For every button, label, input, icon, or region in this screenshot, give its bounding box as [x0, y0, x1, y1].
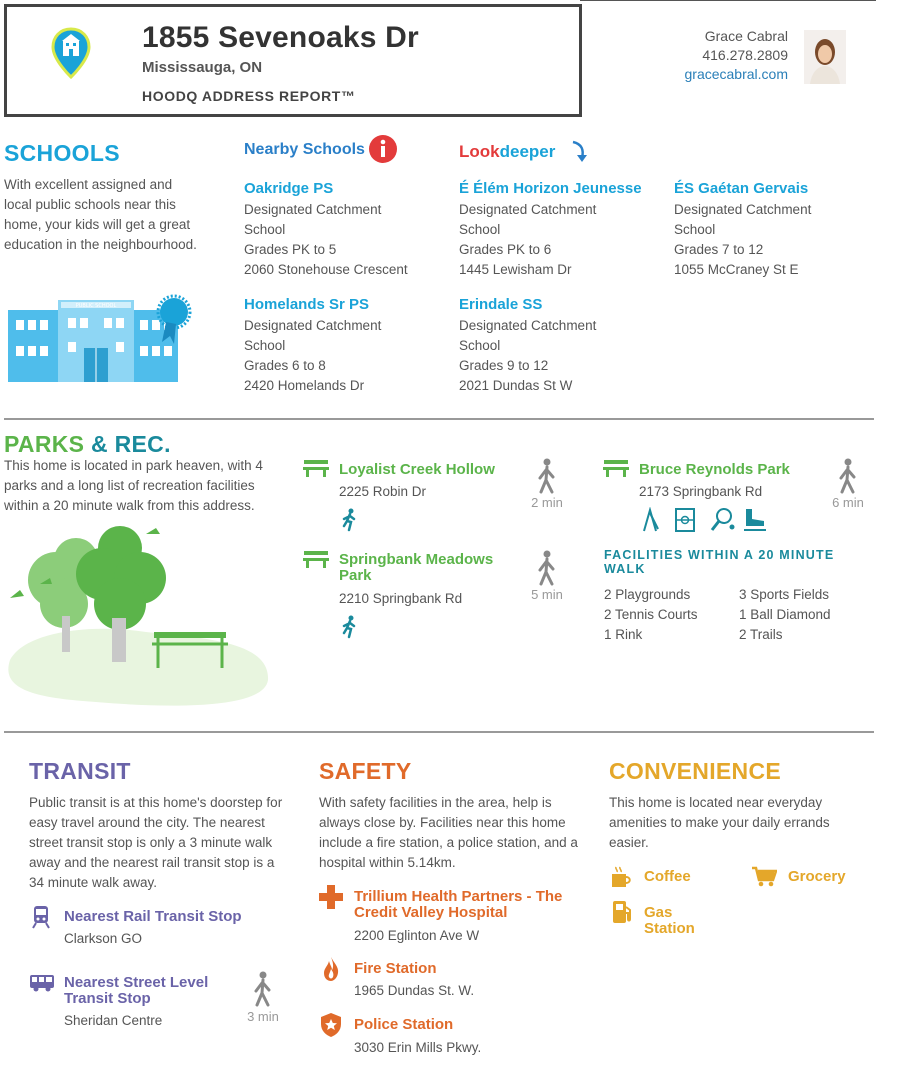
agent-name: Grace Cabral [704, 28, 788, 44]
gas-station-label[interactable]: Gas Station [644, 904, 695, 937]
agent-info [620, 27, 788, 84]
walk-time: 6 min [832, 495, 864, 510]
walk-time: 2 min [531, 495, 563, 510]
transit-title: TRANSIT [29, 758, 131, 784]
police-shield-icon [320, 1012, 342, 1038]
school-name[interactable]: Erindale SS [459, 296, 543, 313]
top-rule [580, 0, 876, 1]
facility-item: 2 Playgrounds [604, 587, 691, 602]
fire-station-name[interactable]: Fire Station [354, 960, 437, 977]
walking-icon [535, 458, 559, 494]
park-bench-icon [303, 550, 329, 568]
coffee-label[interactable]: Coffee [644, 868, 691, 885]
school-card: Erindale SS Designated Catchment School Grades 9 to 12 2021 Dundas St W [459, 296, 669, 396]
section-divider [4, 731, 874, 733]
parks-description: This home is located in park heaven, with 4 parks and a long list of recreation facilities within a 20 minute walk from this address. [4, 458, 263, 513]
address-title: 1855 Sevenoaks Dr [142, 21, 419, 54]
street-transit-label[interactable]: Nearest Street Level Transit Stop [64, 974, 209, 1007]
walk-time: 5 min [531, 587, 563, 602]
facilities-title: FACILITIES WITHIN A 20 MINUTE WALK [604, 548, 835, 576]
schools-description: With excellent assigned and local public schools near this home, your kids will get a great education in the neighbourhood. [4, 177, 197, 252]
school-name[interactable]: Homelands Sr PS [244, 296, 370, 313]
grocery-label[interactable]: Grocery [788, 868, 846, 885]
lookdeeper-link[interactable]: Lookdeeper [459, 142, 556, 161]
park-address: 2225 Robin Dr [339, 484, 427, 499]
park-name[interactable]: Springbank Meadows Park [339, 551, 494, 584]
transit-description: Public transit is at this home's doorstep for easy travel around the city. The nearest street transit stop is only a 3 minute walk away and the nearest rail transit stop is a 34 minute walk away. [29, 795, 283, 890]
school-name[interactable]: ÉS Gaétan Gervais [674, 180, 809, 197]
address-header [4, 4, 582, 117]
school-card: Oakridge PS Designated Catchment School Grades PK to 5 2060 Stonehouse Crescent [244, 180, 444, 280]
park-bench-icon [303, 459, 329, 477]
running-icon [342, 508, 358, 532]
school-card: Homelands Sr PS Designated Catchment School Grades 6 to 8 2420 Homelands Dr [244, 296, 444, 396]
walking-icon [535, 550, 559, 586]
nearby-schools-label: Nearby Schools [244, 141, 365, 158]
coffee-icon [610, 865, 632, 889]
grocery-cart-icon [751, 866, 777, 888]
school-card: ÉS Gaétan Gervais Designated Catchment School Grades 7 to 12 1055 McCraney St E [674, 180, 874, 280]
park-name[interactable]: Bruce Reynolds Park [639, 461, 790, 478]
school-name[interactable]: É Élém Horizon Jeunesse [459, 180, 642, 197]
safety-description: With safety facilities in the area, help is always close by. Facilities near this home include a fire station, a police station, and a hospital within 5.14km. [319, 795, 578, 870]
arrow-down-icon[interactable] [570, 140, 590, 164]
street-stop-name: Sheridan Centre [64, 1013, 163, 1028]
rail-stop-name: Clarkson GO [64, 931, 143, 946]
hospital-cross-icon [319, 885, 343, 909]
hospital-address: 2200 Eglinton Ave W [354, 928, 480, 943]
fire-station-address: 1965 Dundas St. W. [354, 983, 475, 998]
facility-item: 1 Ball Diamond [739, 607, 831, 622]
gas-station-icon [611, 899, 633, 925]
police-station-address: 3030 Erin Mills Pkwy. [354, 1040, 482, 1055]
facility-item: 3 Sports Fields [739, 587, 830, 602]
walking-icon [251, 971, 275, 1007]
schools-title: SCHOOLS [4, 140, 120, 166]
walking-icon [836, 458, 860, 494]
info-icon[interactable] [368, 134, 398, 164]
address-city: Mississauga, ON [142, 59, 263, 76]
bus-icon [29, 974, 55, 992]
convenience-title: CONVENIENCE [609, 758, 781, 784]
hospital-name[interactable]: Trillium Health Partners - The Credit Valley Hospital [354, 888, 563, 921]
park-address: 2173 Springbank Rd [639, 484, 763, 499]
running-icon [342, 615, 358, 639]
report-label: HOODQ ADDRESS REPORT™ [142, 88, 356, 104]
parks-title: PARKS & REC. [4, 431, 171, 457]
park-name[interactable]: Loyalist Creek Hollow [339, 461, 495, 478]
facility-item: 1 Rink [604, 627, 643, 642]
safety-title: SAFETY [319, 758, 412, 784]
skate-icon [744, 509, 766, 530]
playground-icon [644, 510, 658, 531]
home-pin-icon [51, 27, 91, 79]
tennis-icon [712, 507, 735, 530]
facility-item: 2 Tennis Courts [604, 607, 698, 622]
agent-website-link[interactable]: gracecabral.com [684, 66, 788, 82]
walk-time: 3 min [247, 1009, 279, 1024]
school-building-icon [8, 292, 193, 384]
convenience-description: This home is located near everyday amenities to make your daily errands easier. [609, 795, 830, 850]
school-card: É Élém Horizon Jeunesse Designated Catchment School Grades PK to 6 1445 Lewisham Dr [459, 180, 669, 280]
park-address: 2210 Springbank Rd [339, 591, 463, 606]
police-station-name[interactable]: Police Station [354, 1016, 454, 1033]
park-bench-icon [603, 459, 629, 477]
train-icon [31, 905, 51, 929]
rail-transit-label[interactable]: Nearest Rail Transit Stop [64, 908, 242, 925]
svg-text:PUBLIC SCHOOL: PUBLIC SCHOOL [75, 303, 117, 309]
school-name[interactable]: Oakridge PS [244, 180, 334, 197]
sports-field-icon [676, 509, 694, 531]
park-illustration-icon [6, 520, 272, 710]
facility-item: 2 Trails [739, 627, 783, 642]
facility-icons [640, 507, 770, 533]
agent-avatar [804, 30, 846, 84]
agent-phone[interactable]: 416.278.2809 [702, 47, 788, 63]
fire-icon [322, 956, 340, 982]
section-divider [4, 418, 874, 420]
